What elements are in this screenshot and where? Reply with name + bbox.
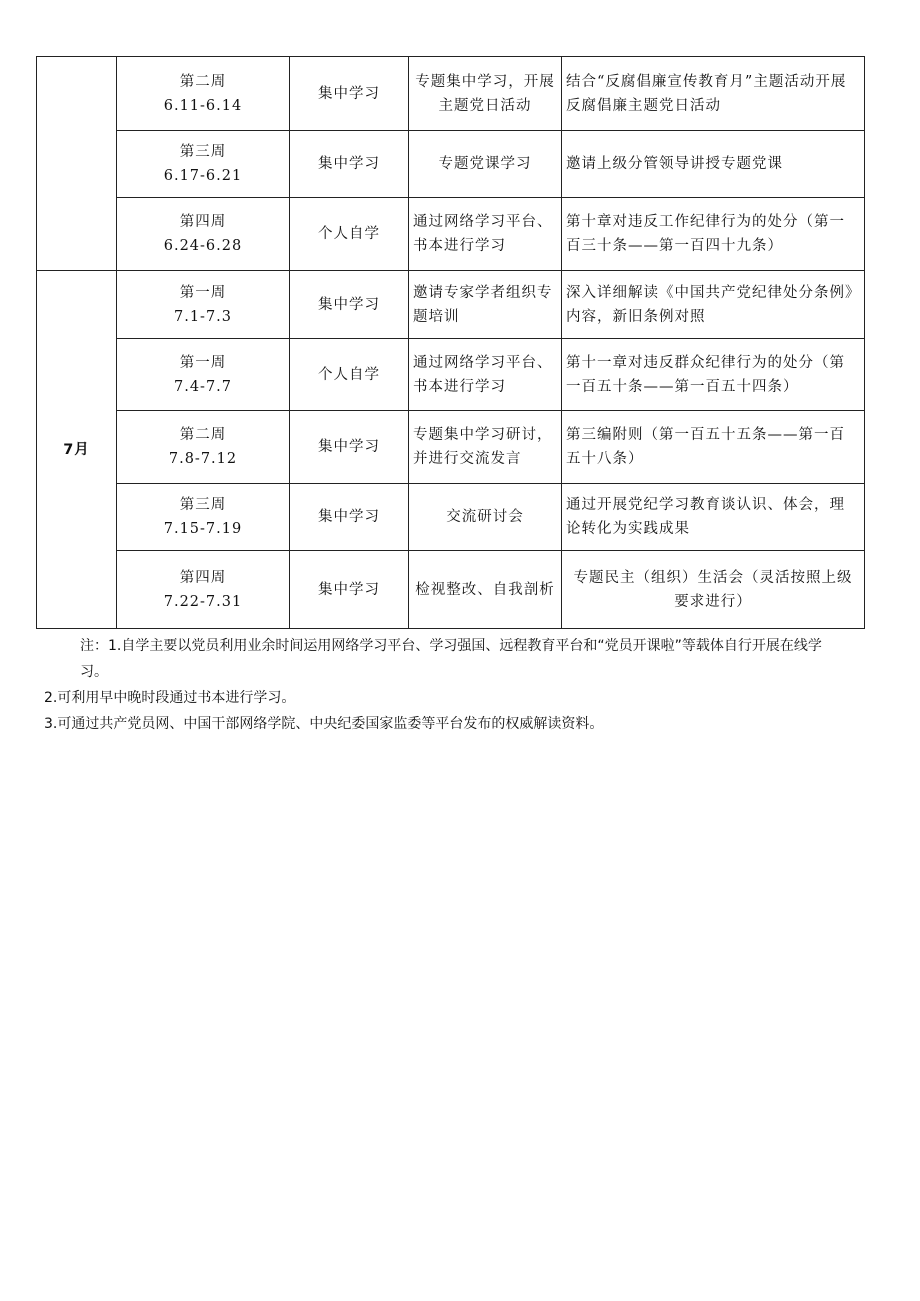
week-label: 第四周	[179, 569, 227, 586]
study-content-cell: 第三编附则（第一百五十五条——第一百五十八条）	[562, 411, 865, 484]
week-label: 第一周	[179, 284, 227, 301]
week-cell	[117, 131, 290, 198]
week-dates: 6.11-6.14	[163, 97, 243, 114]
week-cell	[117, 57, 290, 131]
study-form-cell: 通过网络学习平台、书本进行学习	[409, 339, 562, 411]
week-cell	[117, 271, 290, 339]
week-dates: 6.24-6.28	[163, 238, 243, 254]
week-dates: 7.22-7.31	[163, 593, 243, 610]
study-schedule-table	[36, 56, 865, 629]
week-label: 第二周	[179, 73, 227, 90]
note-1: 注：1.自学主要以党员利用业余时间运用网络学习平台、学习强国、远程教育平台和“党员开课啦”等载体自行开展在线学习。	[80, 638, 822, 680]
table-row	[37, 484, 865, 551]
study-mode-cell: 个人自学	[290, 339, 409, 411]
week-dates: 7.15-7.19	[163, 521, 243, 537]
study-form-cell: 专题集中学习，开展主题党日活动	[409, 57, 562, 131]
table-row	[37, 198, 865, 271]
study-content-cell: 邀请上级分管领导讲授专题党课	[562, 131, 865, 198]
study-mode-cell: 集中学习	[290, 271, 409, 339]
table-row	[37, 411, 865, 484]
week-label: 第一周	[179, 354, 227, 371]
week-label: 第三周	[179, 144, 227, 160]
week-dates: 7.1-7.3	[173, 308, 233, 325]
study-content-cell: 专题民主（组织）生活会（灵活按照上级要求进行）	[562, 551, 865, 629]
study-mode-cell: 集中学习	[290, 57, 409, 131]
study-content-cell: 第十一章对违反群众纪律行为的处分（第一百五十条——第一百五十四条）	[562, 339, 865, 411]
study-mode-cell: 集中学习	[290, 484, 409, 551]
study-form-cell: 专题党课学习	[409, 131, 562, 198]
week-label: 第二周	[179, 427, 227, 443]
study-form-cell: 交流研讨会	[409, 484, 562, 551]
notes-section	[44, 633, 844, 737]
study-form-cell: 检视整改、自我剖析	[409, 551, 562, 629]
study-form-cell: 通过网络学习平台、书本进行学习	[409, 198, 562, 271]
study-mode-cell: 集中学习	[290, 551, 409, 629]
table-row	[37, 131, 865, 198]
study-content-cell: 通过开展党纪学习教育谈认识、体会，理论转化为实践成果	[562, 484, 865, 551]
month-cell-june	[37, 57, 117, 271]
study-mode-cell: 个人自学	[290, 198, 409, 271]
note-3: 3.可通过共产党员网、中国干部网络学院、中央纪委国家监委等平台发布的权威解读资料。	[44, 716, 604, 732]
week-label: 第三周	[179, 497, 227, 513]
study-content-cell: 第十章对违反工作纪律行为的处分（第一百三十条——第一百四十九条）	[562, 198, 865, 271]
study-form-cell: 邀请专家学者组织专题培训	[409, 271, 562, 339]
study-mode-cell: 集中学习	[290, 411, 409, 484]
study-form-cell: 专题集中学习研讨，并进行交流发言	[409, 411, 562, 484]
note-2: 2.可利用早中晚时段通过书本进行学习。	[44, 690, 296, 706]
study-mode-cell: 集中学习	[290, 131, 409, 198]
month-cell-july: 7月	[37, 271, 117, 629]
week-cell	[117, 551, 290, 629]
week-cell	[117, 198, 290, 271]
study-content-cell: 深入详细解读《中国共产党纪律处分条例》内容，新旧条例对照	[562, 271, 865, 339]
table-row	[37, 271, 865, 339]
week-cell	[117, 411, 290, 484]
week-cell	[117, 484, 290, 551]
week-dates: 7.4-7.7	[173, 378, 233, 395]
table-row	[37, 57, 865, 131]
table-row	[37, 339, 865, 411]
week-dates: 6.17-6.21	[163, 168, 243, 184]
week-dates: 7.8-7.12	[168, 451, 238, 467]
table-row	[37, 551, 865, 629]
week-label: 第四周	[179, 214, 227, 230]
week-cell	[117, 339, 290, 411]
study-content-cell: 结合“反腐倡廉宣传教育月”主题活动开展反腐倡廉主题党日活动	[562, 57, 865, 131]
